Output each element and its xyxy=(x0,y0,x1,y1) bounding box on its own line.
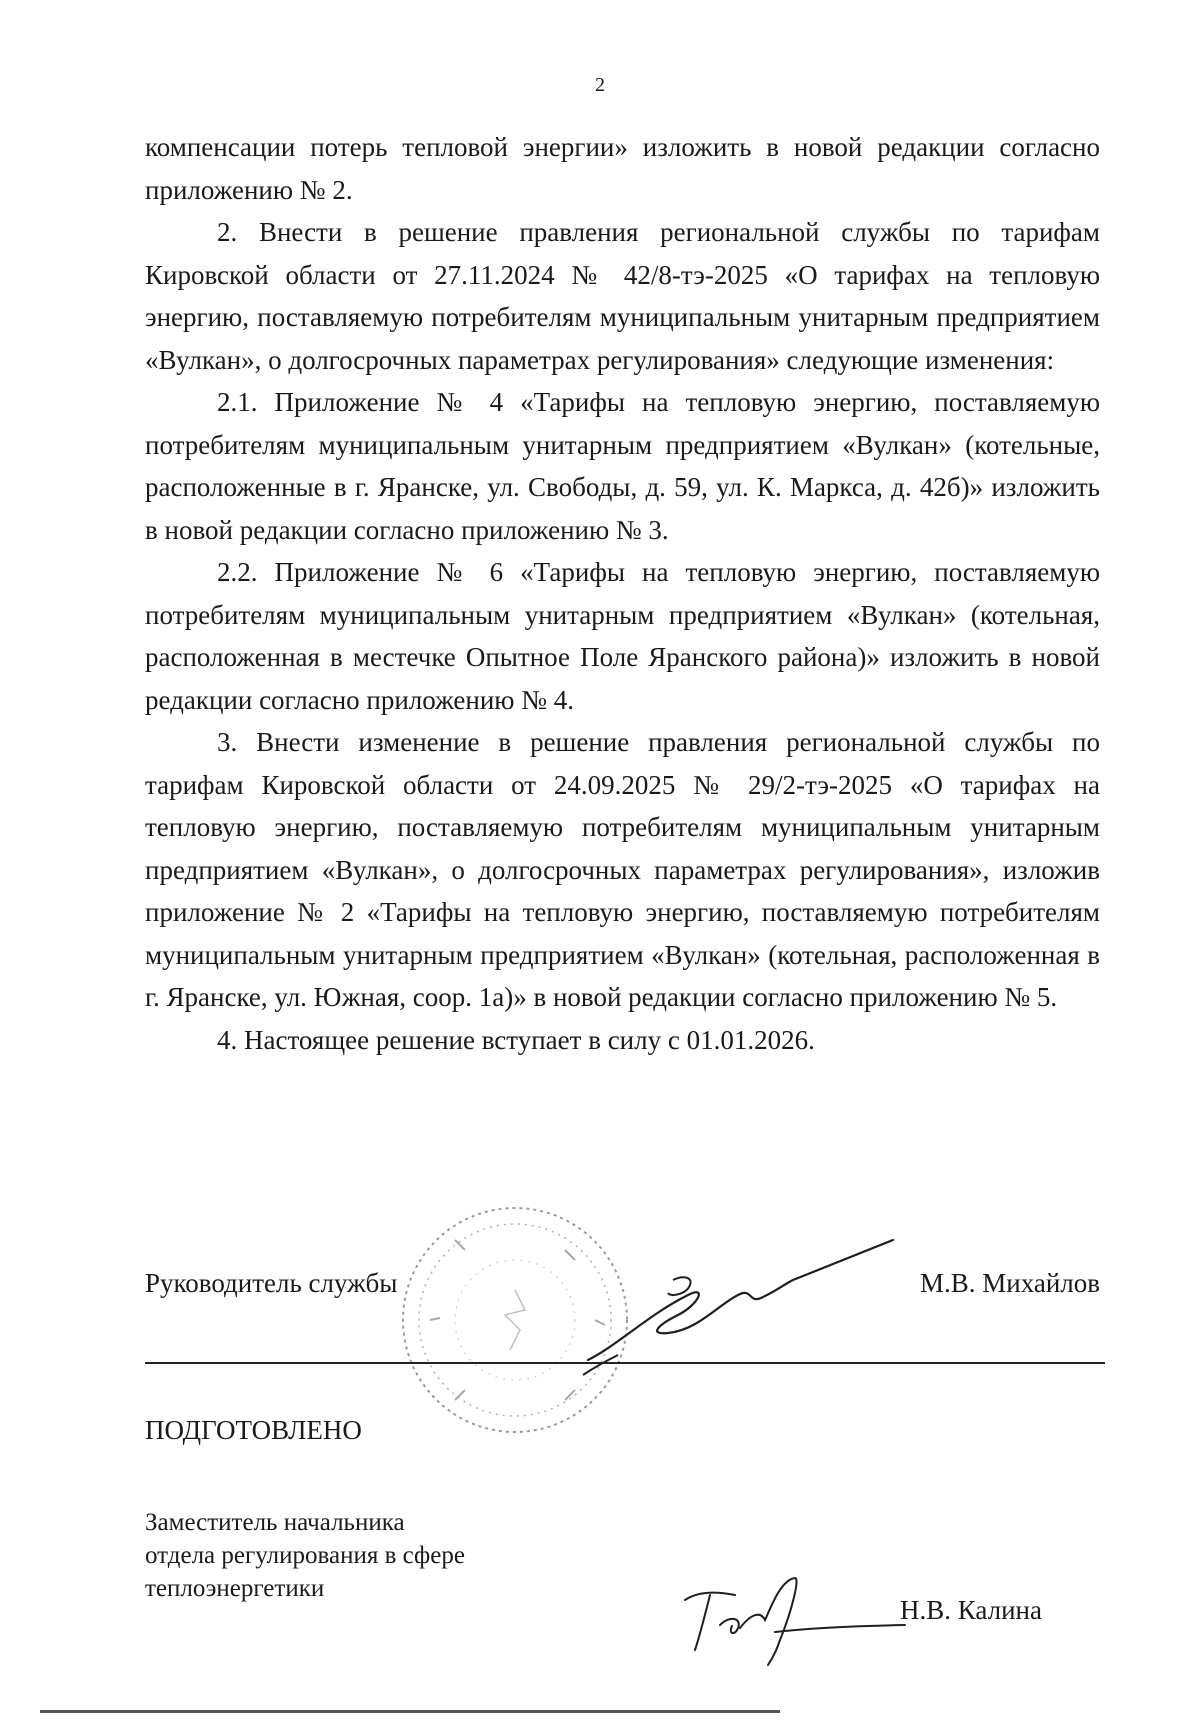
deputy-signature xyxy=(680,1570,910,1670)
deputy-title-line: Заместитель начальника xyxy=(145,1509,405,1536)
separator-line xyxy=(145,1362,1105,1364)
bottom-edge-line xyxy=(40,1710,780,1713)
paragraph-item-2-2: 2.2. Приложение № 6 «Тарифы на тепловую энергию, поставляемую потребителям муниципальным унитарным предприятием «Вулкан» (котельная, расположенная в местечке Опытное Поле Яранского района)» изложить в новой редакции согласно приложению № 4. xyxy=(145,557,1100,715)
deputy-title-line: отдела регулирования в сфере xyxy=(145,1542,465,1569)
page-number: 2 xyxy=(595,74,605,96)
signer-name: М.В. Михайлов xyxy=(919,1268,1100,1298)
paragraph-item-4: 4. Настоящее решение вступает в силу с 01.01.2026. xyxy=(217,1024,815,1055)
paragraph-continuation: компенсации потерь тепловой энергии» изложить в новой редакции согласно приложению № 2. xyxy=(145,132,1100,205)
deputy-name: Н.В. Калина xyxy=(900,1595,1042,1625)
document-body xyxy=(145,126,1100,1061)
paragraph-item-2: 2. Внести в решение правления региональной службы по тарифам Кировской области от 27.11.2024 № 42/8-тэ-2025 «О тарифах на тепловую энергию, поставляемую потребителям муниципальным унитарным предприятием «Вулкан», о долгосрочных параметрах регулирования» следующие изменения: xyxy=(145,217,1100,375)
paragraph-item-2-1: 2.1. Приложение № 4 «Тарифы на тепловую энергию, поставляемую потребителям муниципальным унитарным предприятием «Вулкан» (котельные, расположенные в г. Яранске, ул. Свободы, д. 59, ул. К. Маркса, д. 42б)» изложить в новой редакции согласно приложению № 3. xyxy=(145,387,1100,545)
deputy-title xyxy=(145,1506,465,1605)
prepared-label: ПОДГОТОВЛЕНО xyxy=(145,1415,362,1445)
signer-title: Руководитель службы xyxy=(145,1268,398,1298)
deputy-title-line: теплоэнергетики xyxy=(145,1575,325,1602)
paragraph-item-3: 3. Внести изменение в решение правления региональной службы по тарифам Кировской области от 24.09.2025 № 29/2-тэ-2025 «О тарифах на тепловую энергию, поставляемую потребителям муниципальным унитарным предприятием «Вулкан», о долгосрочных параметрах регулирования», изложив приложение № 2 «Тарифы на тепловую энергию, поставляемую потребителям муниципальным унитарным предприятием «Вулкан» (котельная, расположенная в г. Яранске, ул. Южная, соор. 1а)» в новой редакции согласно приложению № 5. xyxy=(145,727,1100,1012)
